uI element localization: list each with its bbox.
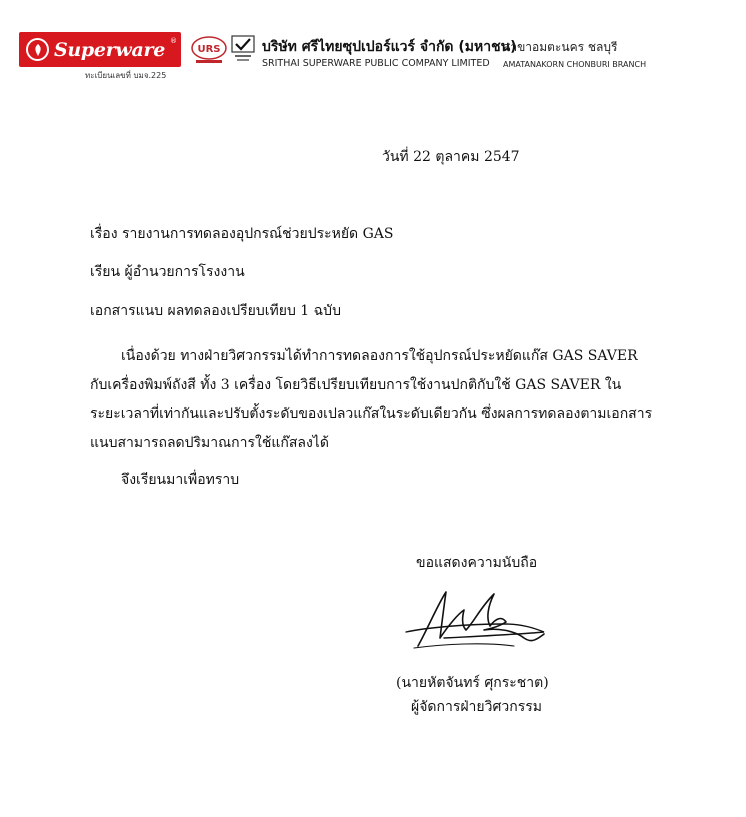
quality-check-icon bbox=[230, 34, 256, 66]
body-line: กับเครื่องพิมพ์ถังสี ทั้ง 3 เครื่อง โดยวิธีเปรียบเทียบการใช้งานปกติกับใช้ GAS SAVER ใน bbox=[90, 377, 622, 393]
body-line: เนื่องด้วย ทางฝ่ายวิศวกรรมได้ทำการทดลองการใช้อุปกรณ์ประหยัดแก๊ส GAS SAVER bbox=[121, 348, 638, 364]
letter-recipient: เรียน ผู้อำนวยการโรงงาน bbox=[90, 264, 245, 280]
logo-registered-mark: ® bbox=[170, 37, 177, 45]
cert-logo-text: URS bbox=[197, 44, 221, 55]
body-line: ระยะเวลาที่เท่ากันและปรับตั้งระดับของเปลวแก๊สในระดับเดียวกัน ซึ่งผลการทดลองตามเอกสาร bbox=[90, 406, 653, 422]
logo-emblem-icon bbox=[26, 38, 49, 61]
branch-name-thai: สาขาอมตะนคร ชลบุรี bbox=[503, 40, 618, 54]
company-name-thai: บริษัท ศรีไทยซุปเปอร์แวร์ จำกัด (มหาชน) bbox=[262, 39, 517, 55]
letter-enclosure: เอกสารแนบ ผลทดลองเปรียบเทียบ 1 ฉบับ bbox=[90, 303, 341, 319]
handwritten-signature bbox=[404, 588, 550, 654]
letter-date: วันที่ 22 ตุลาคม 2547 bbox=[382, 149, 520, 165]
logo-text: Superware bbox=[54, 38, 165, 61]
superware-logo bbox=[19, 32, 181, 67]
company-name-english: SRITHAI SUPERWARE PUBLIC COMPANY LIMITED bbox=[262, 58, 490, 69]
urs-certification-icon bbox=[190, 34, 228, 64]
signer-name: (นายหัตจันทร์ ศุกระชาต) bbox=[396, 675, 549, 691]
signer-title: ผู้จัดการฝ่ายวิศวกรรม bbox=[411, 699, 542, 715]
registration-number: ทะเบียนเลขที่ บมจ.225 bbox=[85, 71, 167, 80]
branch-name-english: AMATANAKORN CHONBURI BRANCH bbox=[503, 60, 647, 69]
closing-request: จึงเรียนมาเพื่อทราบ bbox=[121, 472, 240, 488]
body-line: แนบสามารถลดปริมาณการใช้แก๊สลงได้ bbox=[90, 435, 329, 451]
complimentary-close: ขอแสดงความนับถือ bbox=[416, 555, 538, 571]
letter-subject: เรื่อง รายงานการทดลองอุปกรณ์ช่วยประหยัด GAS bbox=[90, 226, 394, 242]
